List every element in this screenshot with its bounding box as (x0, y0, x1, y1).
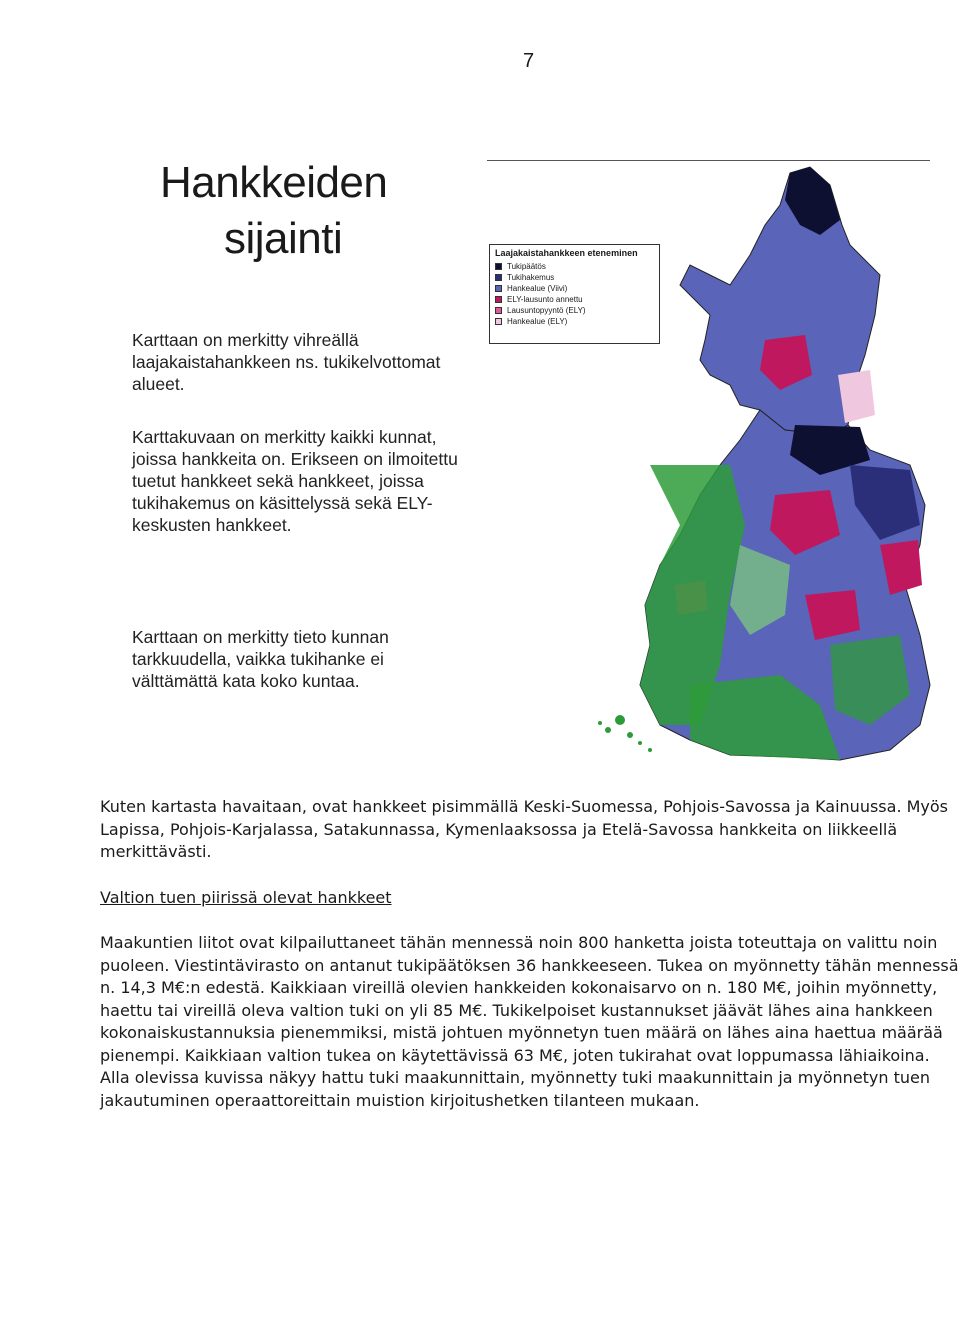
sidebar-text-1: Karttaan on merkitty vihreällä laajakaistahankkeen ns. tukikelvottomat alueet. (132, 330, 441, 394)
legend-swatch (495, 285, 502, 292)
legend-swatch (495, 296, 502, 303)
page-title (160, 155, 387, 267)
map-top-rule (487, 160, 930, 161)
page-number: 7 (523, 50, 535, 72)
sidebar-text-3: Karttaan on merkitty tieto kunnan tarkkuudella, vaikka tukihanke ei välttämättä kata koko kuntaa. (132, 627, 389, 691)
body-paragraph-2 (100, 932, 960, 1112)
title-line-2: sijainti (224, 214, 343, 263)
legend-label: Lausuntopyyntö (ELY) (507, 306, 586, 315)
body-text-1: Kuten kartasta havaitaan, ovat hankkeet pisimmällä Keski-Suomessa, Pohjois-Savossa ja Kainuussa. Myös Lapissa, Pohjois-Karjalassa, Satakunnassa, Kymenlaaksossa ja Etelä-Savossa hankkeita on liikkeellä merkittävästi. (100, 797, 949, 861)
sidebar-paragraph-1 (132, 329, 462, 395)
legend-label: Tukipäätös (507, 262, 546, 271)
legend-label: Hankealue (ELY) (507, 317, 568, 326)
title-line-1: Hankkeiden (160, 158, 388, 207)
legend-title: Laajakaistahankkeen eteneminen (495, 248, 638, 258)
legend-swatch (495, 318, 502, 325)
sidebar-paragraph-2 (132, 426, 462, 536)
legend-label: Hankealue (Viivi) (507, 284, 568, 293)
legend-swatch (495, 263, 502, 270)
section-subheading: Valtion tuen piirissä olevat hankkeet (100, 888, 392, 907)
body-text-2: Maakuntien liitot ovat kilpailuttaneet tähän mennessä noin 800 hanketta joista toteuttaja on valittu noin puoleen. Viestintävirasto on antanut tukipäätöksen 36 hankkeeseen. Tukea on myönnetty tähän mennessä n. 14,3 M€:n edestä. Kaikkiaan vireillä olevien hankkeiden kokonaisarvo on n. 180 M€, joihin myönnetty, haettu tai vireillä oleva valtion tuki on yli 85 M€. Tukikelpoiset kustannukset jäävät lähes aina hankkeen kokonaiskustannuksia pienemmiksi, mistä johtuen myönnetyn tuen määrä on lähes aina haettua määrää pienempi. Kaikkiaan valtion tukea on käytettävissä 63 M€, joten tukirahat ovat loppumassa lähiaikoina. Alla olevissa kuvissa näkyy hattu tuki maakunnittain, myönnetty tuki maakunnittain ja myönnetyn tuen jakautuminen operaattoreittain muistion kirjoitushetken tilanteen mukaan. (100, 933, 959, 1110)
body-paragraph-1 (100, 796, 960, 864)
sidebar-paragraph-3 (132, 626, 462, 692)
sidebar-text-2: Karttakuvaan on merkitty kaikki kunnat, joissa hankkeita on. Erikseen on ilmoitettu tuetut hankkeet sekä hankkeet, joissa tukihakemus on käsittelyssä sekä ELY-keskusten hankkeet. (132, 427, 458, 535)
legend-swatch (495, 274, 502, 281)
legend-label: ELY-lausunto annettu (507, 295, 583, 304)
finland-map (580, 165, 940, 765)
legend-label: Tukihakemus (507, 273, 555, 282)
map-archipelago (598, 715, 652, 752)
legend-swatch (495, 307, 502, 314)
